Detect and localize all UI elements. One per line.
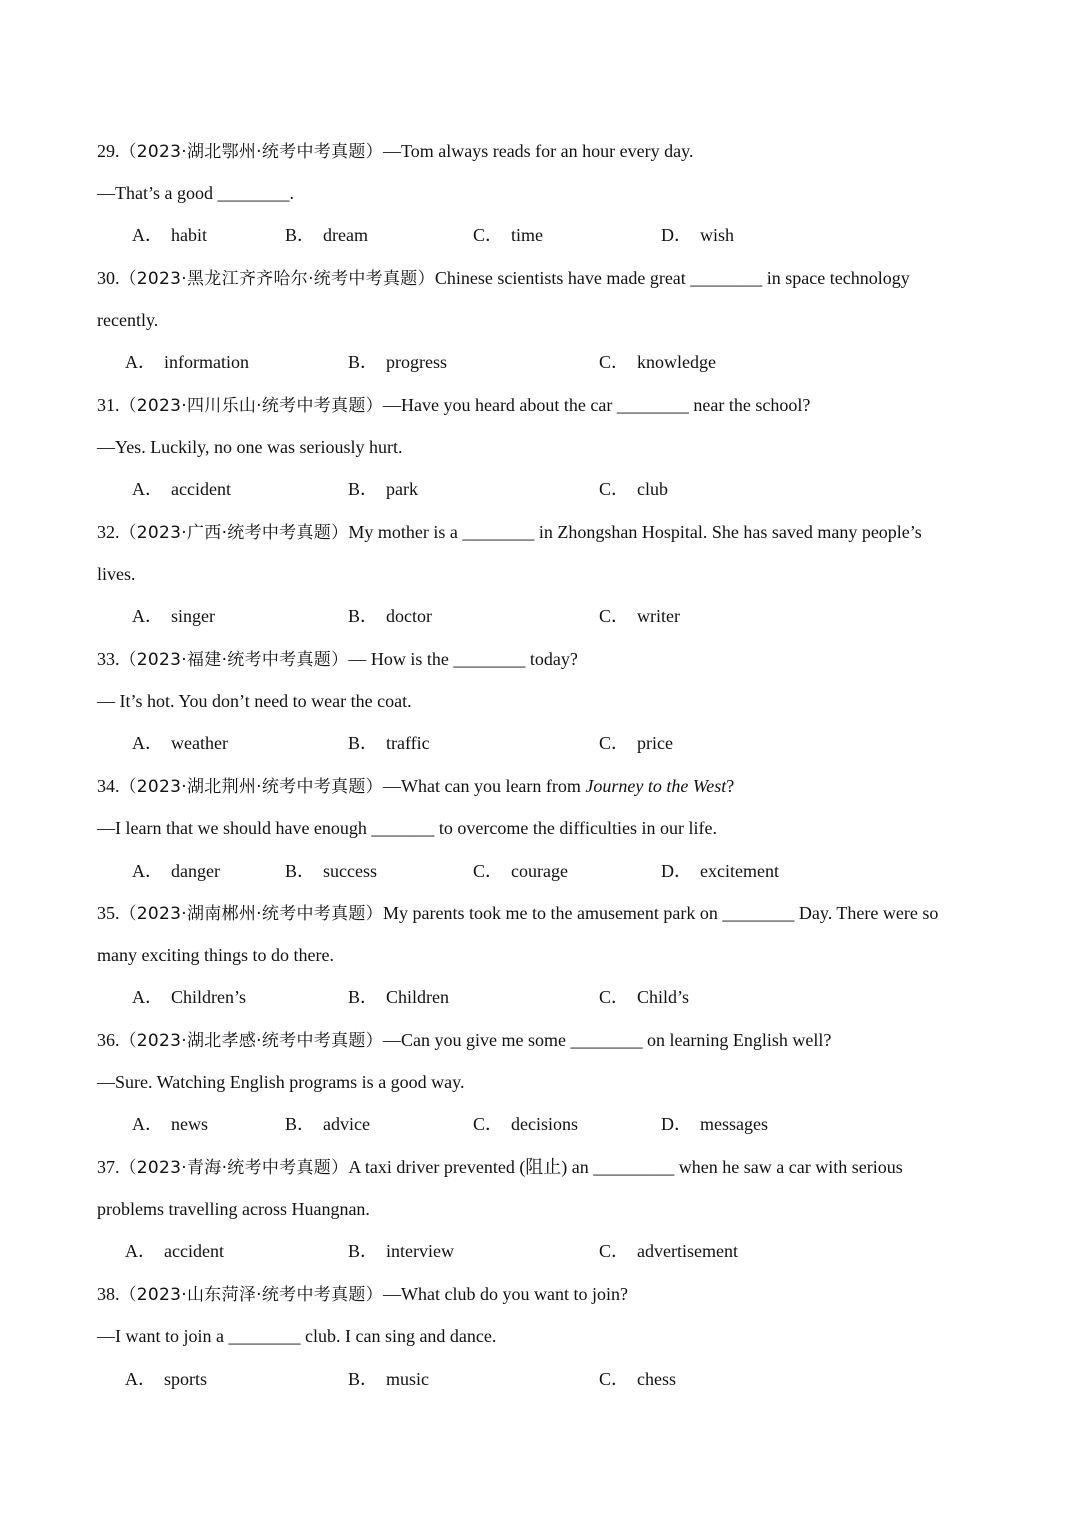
question-33-stem: 33.（2023·福建·统考中考真题）— How is the ________ today?: [97, 649, 578, 670]
question-30-stem: 30.（2023·黑龙江齐齐哈尔·统考中考真题）Chinese scientists have made great ________ in space technology: [97, 268, 910, 289]
question-34-response: —I learn that we should have enough _______ to overcome the difficulties in our life.: [97, 818, 718, 838]
question-35-stem-cont: many exciting things to do there.: [97, 945, 334, 965]
option-a: A． habit: [132, 225, 207, 245]
option-d: D． messages: [661, 1114, 768, 1134]
question-source: （2023·四川乐山·统考中考真题）: [119, 396, 383, 416]
question-35-stem: 35.（2023·湖南郴州·统考中考真题）My parents took me to the amusement park on ________ Day. There were so: [97, 903, 939, 924]
option-c: C． knowledge: [599, 352, 716, 372]
option-c: C． writer: [599, 606, 680, 626]
option-b: B． park: [348, 479, 418, 499]
question-34-stem: 34.（2023·湖北荆州·统考中考真题）—What can you learn from Journey to the West?: [97, 776, 735, 797]
option-a: A． danger: [132, 861, 220, 881]
question-source: （2023·湖北鄂州·统考中考真题）: [119, 142, 383, 162]
option-b: B． doctor: [348, 606, 432, 626]
question-37-stem-cont: problems travelling across Huangnan.: [97, 1199, 370, 1219]
question-38-response: —I want to join a ________ club. I can sing and dance.: [97, 1326, 497, 1346]
question-36-response: ―Sure. Watching English programs is a good way.: [97, 1072, 465, 1092]
option-b: B． interview: [348, 1241, 454, 1261]
option-c: C． advertisement: [599, 1241, 738, 1261]
option-a: A． accident: [125, 1241, 224, 1261]
option-c: C． decisions: [473, 1114, 579, 1134]
option-a: A． sports: [125, 1369, 208, 1389]
question-37-stem: 37.（2023·青海·统考中考真题）A taxi driver prevented (阻止) an _________ when he saw a car with serious: [97, 1157, 903, 1178]
question-source: （2023·山东菏泽·统考中考真题）: [119, 1285, 383, 1305]
question-source: （2023·广西·统考中考真题）: [119, 523, 349, 543]
option-b: B． advice: [285, 1114, 370, 1134]
option-a: A． weather: [132, 733, 228, 753]
question-source: （2023·青海·统考中考真题）: [119, 1158, 349, 1178]
question-36-stem: 36.（2023·湖北孝感·统考中考真题）—Can you give me some ________ on learning English well?: [97, 1030, 832, 1051]
option-a: A． Children’s: [132, 987, 246, 1007]
option-c: C． chess: [599, 1369, 677, 1389]
option-c: C． Child’s: [599, 987, 690, 1007]
option-a: A． accident: [132, 479, 231, 499]
option-a: A． information: [125, 352, 249, 372]
question-32-stem: 32.（2023·广西·统考中考真题）My mother is a ________ in Zhongshan Hospital. She has saved many people’s: [97, 522, 922, 543]
question-29-stem: 29.（2023·湖北鄂州·统考中考真题）—Tom always reads for an hour every day.: [97, 141, 694, 162]
option-d: D． wish: [661, 225, 735, 245]
option-b: B． traffic: [348, 733, 430, 753]
question-38-stem: 38.（2023·山东菏泽·统考中考真题）—What club do you want to join?: [97, 1284, 628, 1305]
option-c: C． price: [599, 733, 673, 753]
question-source: （2023·福建·统考中考真题）: [119, 650, 349, 670]
question-31-response: —Yes. Luckily, no one was seriously hurt.: [97, 437, 403, 457]
question-source: （2023·黑龙江齐齐哈尔·统考中考真题）: [119, 269, 435, 289]
option-b: B． success: [285, 861, 377, 881]
option-b: B． music: [348, 1369, 430, 1389]
option-b: B． progress: [348, 352, 448, 372]
option-a: A． singer: [132, 606, 215, 626]
question-33-response: — It’s hot. You don’t need to wear the coat.: [97, 691, 412, 711]
option-b: B． dream: [285, 225, 368, 245]
question-source: （2023·湖南郴州·统考中考真题）: [119, 904, 383, 924]
book-title: Journey to the West: [585, 776, 727, 796]
question-source: （2023·湖北孝感·统考中考真题）: [119, 1031, 383, 1051]
option-a: A． news: [132, 1114, 208, 1134]
option-c: C． time: [473, 225, 544, 245]
question-source: （2023·湖北荆州·统考中考真题）: [119, 777, 383, 797]
question-32-stem-cont: lives.: [97, 564, 136, 584]
option-b: B． Children: [348, 987, 450, 1007]
option-c: C． courage: [473, 861, 568, 881]
question-29-response: —That’s a good ________.: [97, 183, 294, 203]
question-31-stem: 31.（2023·四川乐山·统考中考真题）—Have you heard about the car ________ near the school?: [97, 395, 811, 416]
option-c: C． club: [599, 479, 669, 499]
question-30-stem-cont: recently.: [97, 310, 159, 330]
option-d: D． excitement: [661, 861, 779, 881]
